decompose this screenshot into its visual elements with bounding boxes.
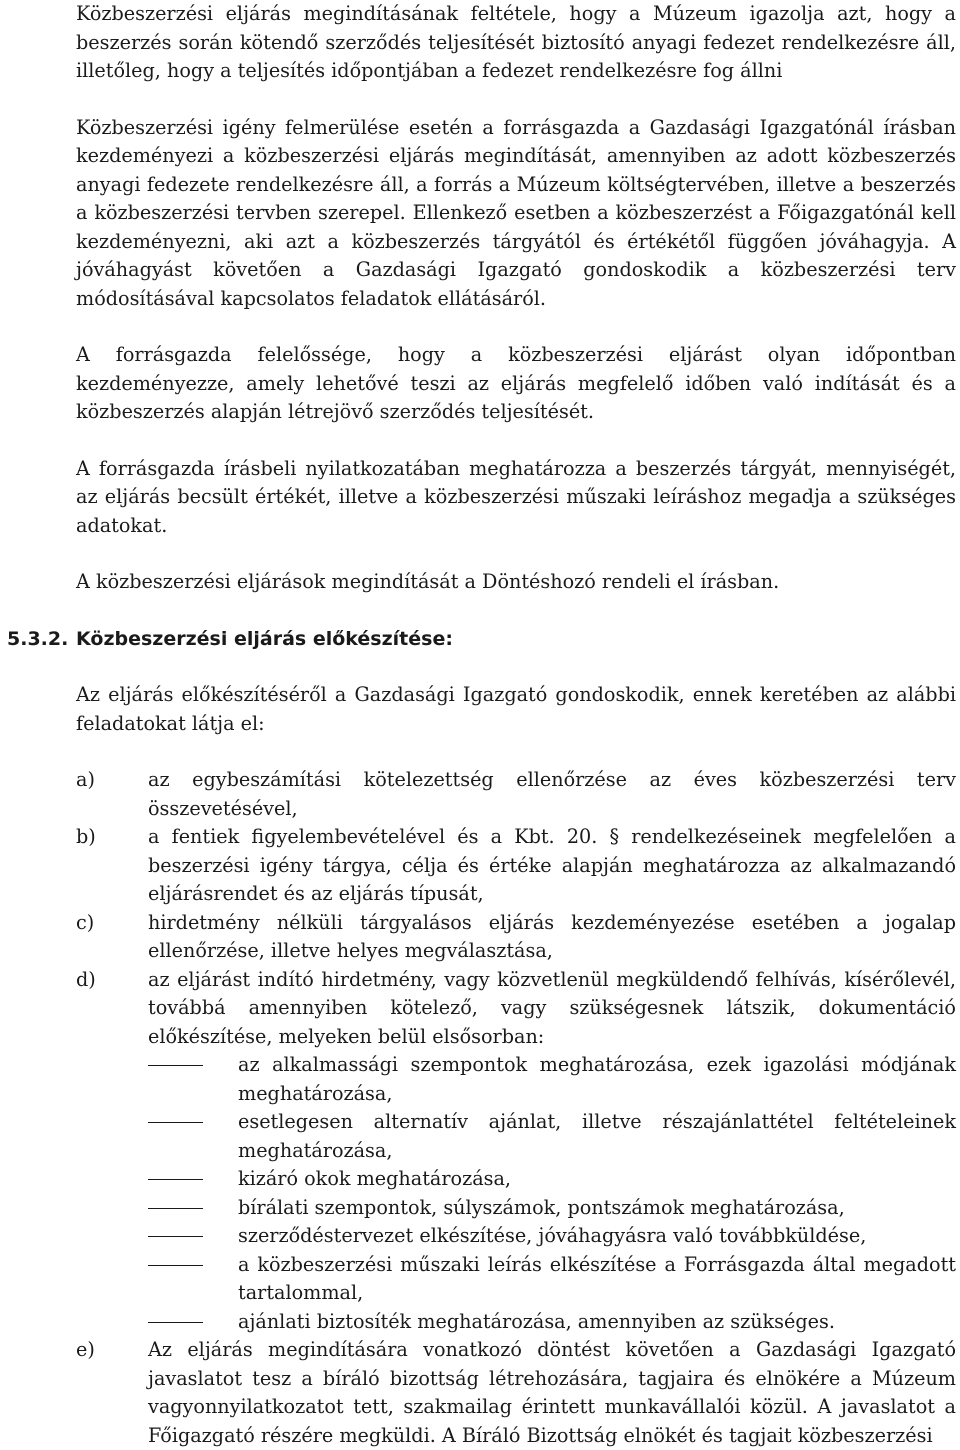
list-marker: d) — [76, 967, 96, 991]
dash-bullet — [148, 1208, 203, 1209]
list-item-text: a fentiek figyelembevételével és a Kbt. 20. § rendelkezéseinek megfelelően a beszerzési igény tárgya, célja és értéke alapján meghatározza az alkalmazandó eljárásrendet és az eljárás típusát, — [148, 825, 956, 905]
sub-list-item — [148, 1222, 956, 1251]
section-intro: Az eljárás előkészítéséről a Gazdasági Igazgató gondoskodik, ennek keretében az alábbi feladatokat látja el: — [76, 683, 956, 735]
sub-list-item — [148, 1251, 956, 1308]
paragraph-owner-declaration: A forrásgazda írásbeli nyilatkozatában meghatározza a beszerzés tárgyát, mennyiségét, az eljárás becsült értékét, illetve a közbeszerzési műszaki leíráshoz megadja a szükséges adatokat. — [76, 456, 956, 537]
paragraph-decision-maker: A közbeszerzési eljárások megindítását a Döntéshozó rendeli el írásban. — [76, 570, 780, 593]
paragraph-owner-responsibility: A forrásgazda felelőssége, hogy a közbeszerzési eljárást olyan időpontban kezdeményezze, amely lehetővé teszi az eljárás megfelelő időben való indítását és a közbeszerzés alapján létrejövő szerződés teljesítését. — [76, 343, 956, 423]
paragraph-funding-condition: Közbeszerzési eljárás megindításának feltétele, hogy a Múzeum igazolja azt, hogy a beszerzés során kötendő szerződés teljesítését biztosító anyagi fedezet rendelkezésre áll, illetőleg, hogy a teljesítés időpontjában a fedezet rendelkezésre fog állni — [76, 2, 956, 82]
paragraph-procurement-request: Közbeszerzési igény felmerülése esetén a forrásgazda a Gazdasági Igazgatónál írásban kezdeményezi a közbeszerzési eljárás megindítását, amennyiben az adott közbeszerzés anyagi fedezete rendelkezésre áll, a forrás a Múzeum költségtervében, illetve a beszerzés a közbeszerzési tervben szerepel. Ellenkező esetben a közbeszerzést a Főigazgatónál kell kezdeményezni, aki azt a közbeszerzés tárgyától és értékétől függően jóváhagyja. A jóváhagyást követően a Gazdasági Igazgató gondoskodik a közbeszerzési terv módosításával kapcsolatos feladatok ellátásáról. — [76, 115, 956, 310]
sub-list-item — [148, 1108, 956, 1165]
list-item-text: hirdetmény nélküli tárgyalásos eljárás kezdeményezése esetében a jogalap ellenőrzése, illetve helyes megválasztása, — [148, 910, 956, 962]
dash-bullet — [148, 1322, 203, 1323]
list-marker: b) — [76, 825, 96, 848]
sub-list-item-text: esetlegesen alternatív ajánlat, illetve részajánlattétel feltételeinek meghatározása, — [238, 1110, 956, 1162]
sub-list-item-text: bírálati szempontok, súlyszámok, pontszámok meghatározása, — [238, 1195, 845, 1219]
list-item-text: az egybeszámítási kötelezettség ellenőrzése az éves közbeszerzési terv összevetésével, — [148, 768, 956, 820]
sub-list-item — [148, 1308, 956, 1337]
section-number: 5.3.2. — [7, 627, 69, 650]
sub-list-item — [148, 1051, 956, 1108]
list-item — [76, 766, 956, 823]
list-item — [76, 823, 956, 909]
section-title: Közbeszerzési eljárás előkészítése: — [76, 627, 453, 650]
dash-bullet — [148, 1122, 203, 1123]
dash-bullet — [148, 1065, 203, 1066]
sub-list-item-text: szerződéstervezet elkészítése, jóváhagyásra való továbbküldése, — [238, 1224, 867, 1247]
list-item — [76, 909, 956, 966]
dash-bullet — [148, 1265, 203, 1266]
sub-list-item-text: kizáró okok meghatározása, — [238, 1167, 512, 1190]
document-page — [7, 0, 956, 1450]
sub-list-item-text: az alkalmassági szempontok meghatározása, ezek igazolási módjának meghatározása, — [238, 1053, 956, 1105]
list-marker: e) — [76, 1338, 95, 1361]
list-item-text: az eljárást indító hirdetmény, vagy közvetlenül megküldendő felhívás, kísérőlevél, továbbá amennyiben kötelező, vagy szükségesnek látszik, dokumentáció előkészítése, melyeken belül elsősorban: — [148, 967, 956, 1048]
sub-list-item-text: a közbeszerzési műszaki leírás elkészítése a Forrásgazda által megadott tartalommal, — [238, 1252, 956, 1304]
task-list — [76, 766, 956, 1450]
list-item — [76, 1336, 956, 1450]
list-item-text: Az eljárás megindítására vonatkozó döntést követően a Gazdasági Igazgató javaslatot tesz a bíráló bizottság létrehozására, tagjaira és elnökére a Múzeum vagyonnyilatkozatot tett, szakmailag érintett munkavállalói közül. A javaslatot a Főigazgató részére megküldi. A Bíráló Bizottság elnökét és tagjait közbeszerzési — [148, 1338, 956, 1447]
list-marker: a) — [76, 768, 95, 791]
list-item — [76, 966, 956, 1337]
list-marker: c) — [76, 910, 95, 934]
dash-bullet — [148, 1236, 203, 1237]
dash-bullet — [148, 1179, 203, 1180]
sub-list-item-text: ajánlati biztosíték meghatározása, amennyiben az szükséges. — [238, 1309, 835, 1333]
sub-list — [148, 1051, 956, 1336]
sub-list-item — [148, 1194, 956, 1223]
section-heading — [7, 625, 956, 654]
sub-list-item — [148, 1165, 956, 1194]
